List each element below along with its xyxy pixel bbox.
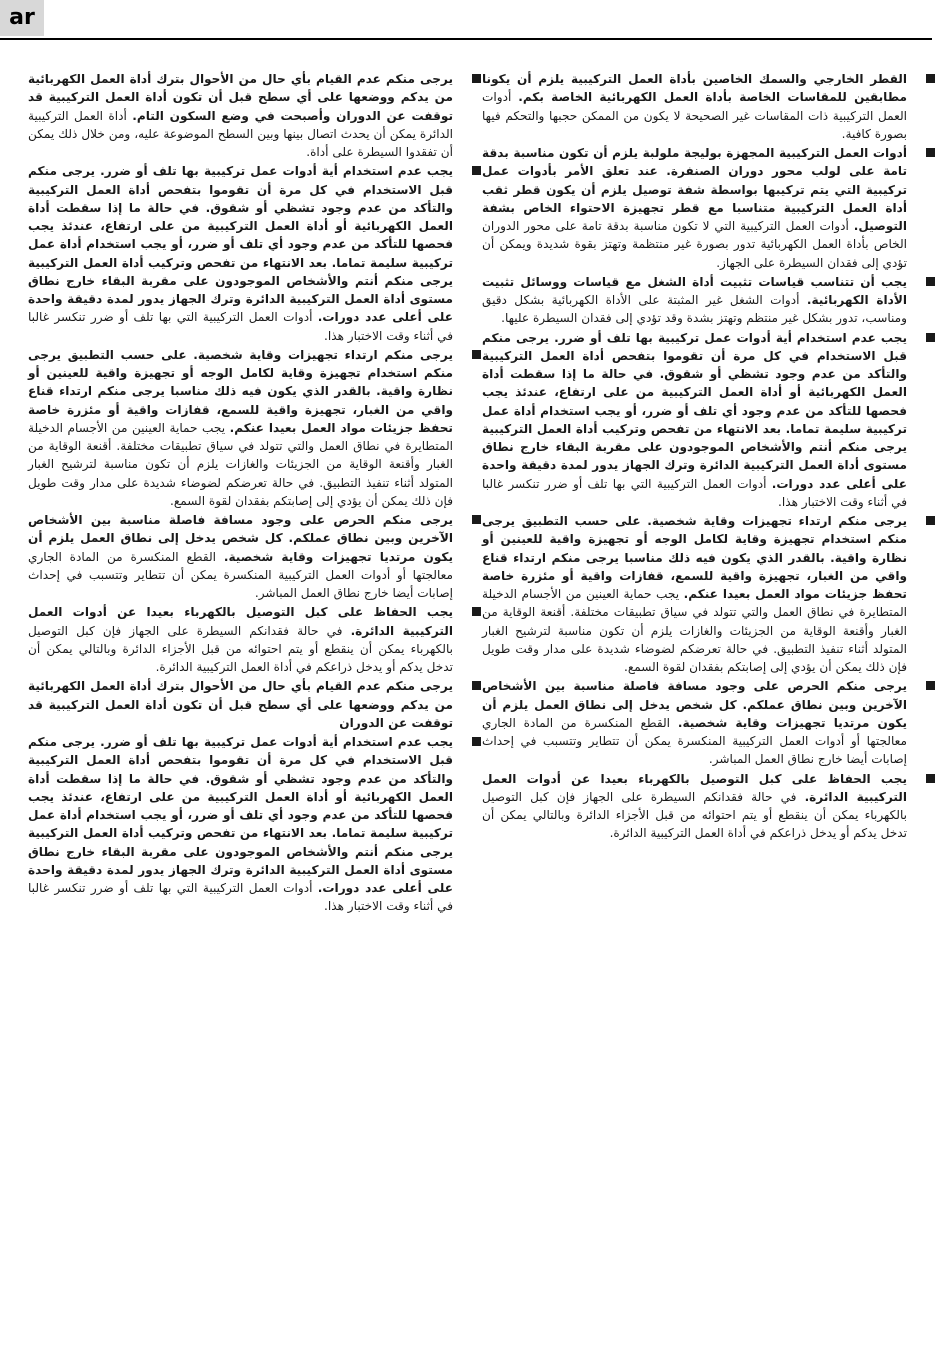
safety-item-text xyxy=(482,273,907,328)
safety-item-text xyxy=(482,329,907,512)
safety-item xyxy=(482,677,907,768)
safety-item-text xyxy=(28,511,453,602)
safety-item-bold: أدوات العمل التركيبية المجهزة بوليجة ملولبة يلزم أن تكون مناسبة بدقة تامة على لولب محور دوران الصنفرة. عند تعلق الأمر بأدوات عمل تركيبية التي يتم تركيبها بواسطة شفة توصيل يلزم أن يكون قطر ثقب أداة العمل التركيبية متناسبا مع قطر تجهيزة الاحتواء الخاص بشفة التوصيل. xyxy=(482,146,907,233)
safety-item-bold: يرجى منكم عدم القيام بأي حال من الأحوال بترك أداة العمل الكهربائية من يدكم ووضعها على أي سطح قبل أن تكون أداة العمل التركيبية قد توقفت عن الدوران xyxy=(28,679,453,730)
bullet-square-icon xyxy=(926,681,935,690)
safety-item-text xyxy=(482,770,907,843)
safety-item-normal: أدوات العمل التركيبية التي بها تلف أو ضرر تنكسر غالبا في أثناء وقت الاختبار هذا. xyxy=(28,310,453,343)
bullet-square-icon xyxy=(472,166,481,175)
safety-item-normal: أداة العمل التركيبية الدائرة يمكن أن يحدث اتصال بينها وبين السطح الموضوعة عليه، ومن خلال ذلك يمكن أن تفقدوا السيطرة على أداة. xyxy=(28,108,453,159)
safety-item-bold: يرجى منكم ارتداء تجهيزات وقاية شخصية. على حسب التطبيق يرجى منكم استخدام تجهيزة وقاية لكامل الوجه أو تجهيزة واقية للعينين أو نظارة واقية. بالقدر الذي يكون فيه ذلك مناسبا يرجى منكم ارتداء قناع واقي من الغبار، تجهيزة واقية للسمع، قفازات واقية أو مئزرة خاصة تحفظ جزيئات مواد العمل بعيدا عنكم. xyxy=(482,514,907,601)
bullet-square-icon xyxy=(472,74,481,83)
safety-item-normal: يجب حماية العينين من الأجسام الدخيلة المتطايرة في نطاق العمل والتي تتولد في سياق تطبيقات مختلفة. أقنعة الوقاية من الغبار وأقنعة الوقاية من الجزيئات والغازات يلزم أن تكون مناسبة لترشيح الغبار المتولد أثناء تنفيذ التطبيق. في حالة تعرضكم لضوضاء شديدة على مدار وقت طويل فإن ذلك يمكن أن يؤدي إلى إصابتكم بفقدان لقوة السمع. xyxy=(482,587,907,674)
safety-item-bold: يرجى منكم الحرص على وجود مسافة فاصلة مناسبة بين الأشخاص الآخرين وبين نطاق عملكم. كل شخص يدخل إلى نطاق العمل يلزم أن يكون مرتديا تجهيزات وقاية شخصية. xyxy=(482,679,907,730)
safety-item-text xyxy=(482,70,907,143)
safety-item xyxy=(28,162,453,345)
safety-item-normal: القطع المنكسرة من المادة الجاري معالجتها أو أدوات العمل التركيبية المنكسرة يمكن أن تتطاير وتتسبب في إحداث إصابات أيضا خارج نطاق العمل المباشر. xyxy=(28,549,453,600)
safety-item xyxy=(482,512,907,676)
safety-item-bold: يرجى منكم ارتداء تجهيزات وقاية شخصية. على حسب التطبيق يرجى منكم استخدام تجهيزة وقاية لكامل الوجه أو تجهيزة واقية للعينين أو نظارة واقية. بالقدر الذي يكون فيه ذلك مناسبا يرجى منكم ارتداء قناع واقي من الغبار، تجهيزة واقية للسمع، قفازات واقية أو مئزرة خاصة تحفظ جزيئات مواد العمل بعيدا عنكم. xyxy=(28,347,453,435)
safety-item-normal: يجب حماية العينين من الأجسام الدخيلة المتطايرة في نطاق العمل والتي تتولد في سياق تطبيقات مختلفة. أقنعة الوقاية من الغبار وأقنعة الوقاية من الجزيئات والغازات يلزم أن تكون مناسبة لترشيح الغبار المتولد أثناء تنفيذ التطبيق. في حالة تعرضكم لضوضاء شديدة على مدار وقت طويل فإن ذلك يمكن أن يؤدي إلى إصابتكم بفقدان لقوة السمع. xyxy=(28,420,453,508)
safety-item xyxy=(28,677,453,732)
safety-item xyxy=(28,733,453,916)
bullet-square-icon xyxy=(472,681,481,690)
safety-item-bold: يجب أن تتناسب قياسات تثبيت أداة الشغل مع قياسات ووسائل تثبيت الأداة الكهربائية. xyxy=(482,274,907,307)
safety-item-bold: يجب الحفاظ على كبل التوصيل بالكهرباء بعيدا عن أدوات العمل التركيبية الدائرة. xyxy=(482,771,907,804)
safety-item xyxy=(28,603,453,676)
safety-item-text xyxy=(482,144,907,272)
bullet-square-icon xyxy=(926,277,935,286)
safety-item-bold: يجب الحفاظ على كبل التوصيل بالكهرباء بعيدا عن أدوات العمل التركيبية الدائرة. xyxy=(28,605,453,638)
safety-item-text xyxy=(28,346,453,510)
bullet-square-icon xyxy=(926,148,935,157)
safety-item-bold: يرجى منكم عدم القيام بأي حال من الأحوال بترك أداة العمل الكهربائية من يدكم ووضعها على أي سطح قبل أن تكون أداة العمل التركيبية قد توقفت عن الدوران وأصبحت في وضع السكون التام. xyxy=(28,72,454,123)
safety-item-normal: أدوات الشغل غير المثبتة على الأداة الكهربائية بشكل دقيق ومناسب، تدور بشكل غير منتظم وتهتز بشدة وقد تؤدي إلى فقدان السيطرة عليها. xyxy=(482,293,907,326)
safety-item-bold: يجب عدم استخدام أية أدوات عمل تركيبية بها تلف أو ضرر. يرجى منكم قبل الاستخدام في كل مرة أن تقوموا بتفحص أداة العمل التركيبية والتأكد من عدم وجود تشظي أو شقوق. في حالة ما إذا سقطت أداة العمل الكهربائية أو أداة العمل التركيبية من على ارتفاع، عندئذ يجب فحصها للتأكد من عدم وجود أي تلف أو ضرر، أو يجب استخدام أداة عمل تركيبية سليمة تماما. بعد الانتهاء من تفحص وتركيب أداة العمل التركيبية يرجى منكم أنتم والأشخاص الموجودون على مقربة البقاء خارج نطاق مستوى أداة العمل التركيبية الدائرة وترك الجهاز يدور لمدة دقيقة واحدة على أعلى عدد دورات. xyxy=(482,330,907,491)
safety-item xyxy=(28,346,453,510)
safety-item xyxy=(482,144,907,272)
safety-item xyxy=(482,273,907,328)
header-rule xyxy=(0,38,932,40)
safety-item-bold: يرجى منكم الحرص على وجود مسافة فاصلة مناسبة بين الأشخاص الآخرين وبين نطاق عملكم. كل شخص يدخل إلى نطاق العمل يلزم أن يكون مرتديا تجهيزات وقاية شخصية. xyxy=(28,513,453,564)
safety-item-text xyxy=(28,162,453,345)
safety-item xyxy=(28,511,453,602)
safety-item-normal: أدوات العمل التركيبية التي لا تكون مناسبة بدقة تامة على محور الدوران الخاص بأداة العمل الكهربائية تدور بصورة غير منتظمة وتهتز بقوة شديدة ويمكن أن تؤدي إلى فقدان السيطرة على الجهاز. xyxy=(482,219,907,270)
bullet-square-icon xyxy=(472,737,481,746)
bullet-square-icon xyxy=(926,516,935,525)
safety-item-text xyxy=(482,512,907,676)
safety-item xyxy=(482,70,907,143)
bullet-square-icon xyxy=(926,774,935,783)
right-column xyxy=(482,70,907,844)
safety-item-text xyxy=(28,677,453,732)
safety-item-normal: أدوات العمل التركيبية التي بها تلف أو ضرر تنكسر غالبا في أثناء وقت الاختبار هذا. xyxy=(482,476,907,509)
bullet-square-icon xyxy=(472,350,481,359)
safety-item-normal: في حالة فقدانكم السيطرة على الجهاز فإن كبل التوصيل بالكهرباء يمكن أن ينقطع أو يتم احتوائه من قبل الأجزاء الدائرة وبالتالي يمكن أن تدخل يدكم أو يدخل ذراعكم في أداة العمل التركيبية الدائرة. xyxy=(28,623,453,674)
safety-item-normal: في حالة فقدانكم السيطرة على الجهاز فإن كبل التوصيل بالكهرباء يمكن أن ينقطع أو يتم احتوائه من قبل الأجزاء الدائرة وبالتالي يمكن أن تدخل يدكم أو يدخل ذراعكم في أداة العمل التركيبية الدائرة. xyxy=(482,789,907,841)
safety-item xyxy=(482,329,907,512)
safety-item-text xyxy=(28,70,453,161)
safety-item-text xyxy=(482,677,907,768)
safety-item-text xyxy=(28,733,453,916)
bullet-square-icon xyxy=(926,74,935,83)
left-column xyxy=(28,70,453,917)
safety-item-normal: القطع المنكسرة من المادة الجاري معالجتها أو أدوات العمل التركيبية المنكسرة يمكن أن تتطاير وتتسبب في إحداث إصابات أيضا خارج نطاق العمل المباشر. xyxy=(482,715,907,767)
language-tab: ar xyxy=(0,0,44,36)
safety-item xyxy=(28,70,453,161)
bullet-square-icon xyxy=(472,515,481,524)
safety-item-text xyxy=(28,603,453,676)
safety-item-bold: القطر الخارجي والسمك الخاصين بأداة العمل التركيبية يلزم أن يكونا مطابقين للمقاسات الخاصة بأداة العمل الكهربائية الخاصة بكم. xyxy=(482,72,907,105)
bullet-square-icon xyxy=(926,333,935,342)
safety-item-bold: يجب عدم استخدام أية أدوات عمل تركيبية بها تلف أو ضرر. يرجى منكم قبل الاستخدام في كل مرة أن تقوموا بتفحص أداة العمل التركيبية والتأكد من عدم وجود تشظي أو شقوق. في حالة ما إذا سقطت أداة العمل الكهربائية أو أداة العمل التركيبية من على ارتفاع، عندئذ يجب فحصها للتأكد من عدم وجود أي تلف أو ضرر، أو يجب استخدام أداة عمل تركيبية سليمة تماما. بعد الانتهاء من تفحص وتركيب أداة العمل التركيبية يرجى منكم أنتم والأشخاص الموجودون على مقربة البقاء خارج نطاق مستوى أداة العمل التركيبية الدائرة وترك الجهاز يدور لمدة دقيقة واحدة على أعلى عدد دورات. xyxy=(28,735,453,895)
safety-item-normal: أدوات العمل التركيبية ذات المقاسات غير الصحيحة لا يكون من الممكن حجبها والتحكم فيها بصورة كافية. xyxy=(482,90,907,141)
bullet-square-icon xyxy=(472,607,481,616)
safety-item-normal: أدوات العمل التركيبية التي بها تلف أو ضرر تنكسر غالبا في أثناء وقت الاختبار هذا. xyxy=(28,881,453,914)
safety-item-bold: يجب عدم استخدام أية أدوات عمل تركيبية بها تلف أو ضرر. يرجى منكم قبل الاستخدام في كل مرة أن تقوموا بتفحص أداة العمل التركيبية والتأكد من عدم وجود تشظي أو شقوق. في حالة ما إذا سقطت أداة العمل الكهربائية أو أداة العمل التركيبية من على ارتفاع، عندئذ يجب فحصها للتأكد من عدم وجود أي تلف أو ضرر، أو يجب استخدام أداة عمل تركيبية سليمة تماما. بعد الانتهاء من تفحص وتركيب أداة العمل التركيبية يرجى منكم أنتم والأشخاص الموجودون على مقربة البقاء خارج نطاق مستوى أداة العمل التركيبية الدائرة وترك الجهاز يدور لمدة دقيقة واحدة على أعلى عدد دورات. xyxy=(28,164,453,325)
safety-item xyxy=(482,770,907,843)
